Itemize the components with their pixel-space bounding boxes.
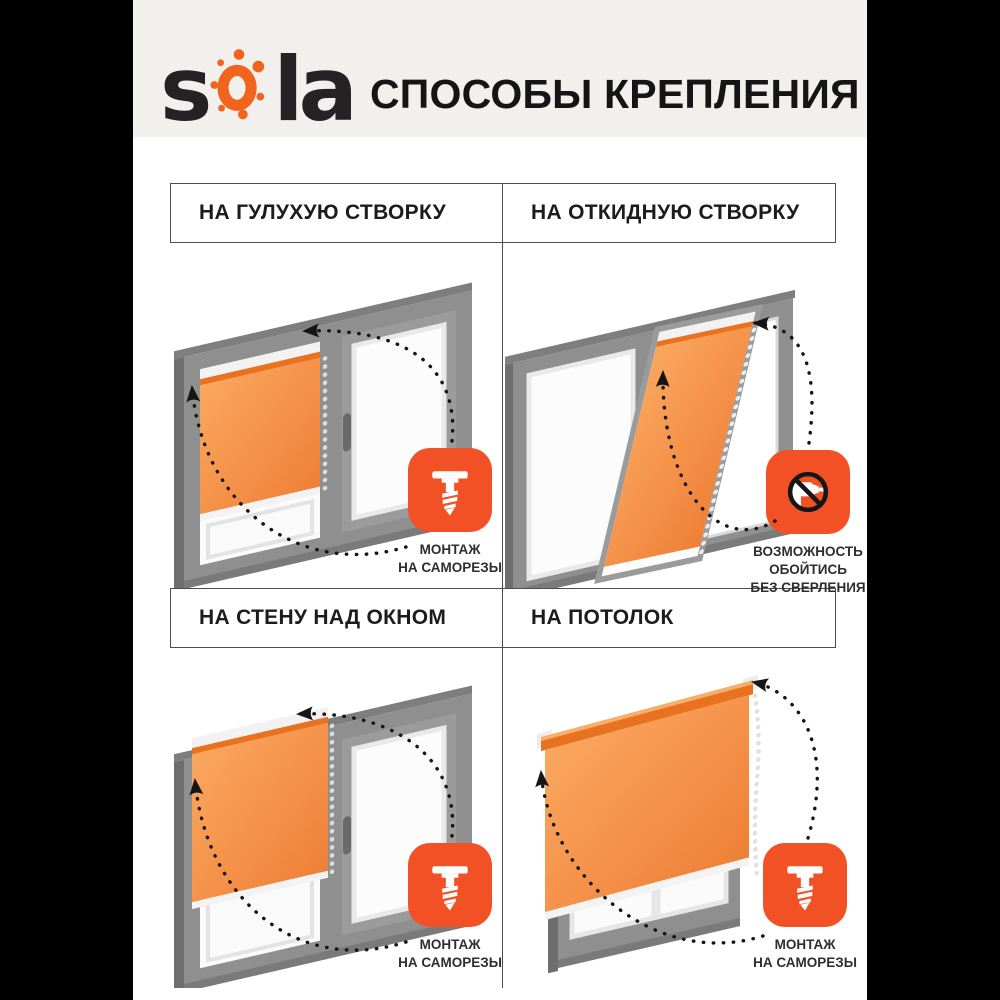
no-drill-icon (766, 450, 850, 534)
brand-logo (160, 26, 353, 141)
brand-letters-la: la (273, 37, 353, 141)
illustration-row-top (170, 243, 867, 596)
screw-icon (408, 448, 492, 532)
panel-ceiling (503, 648, 867, 988)
sun-o-icon (209, 48, 269, 120)
panel-title-fixed-sash: НА ГУЛУХУЮ СТВОРКУ (170, 183, 503, 243)
panel-tilt-sash (503, 243, 867, 596)
header-band (133, 0, 867, 141)
mount-caption: МОНТАЖ НА САМОРЕЗЫ (398, 937, 502, 971)
methods-grid (170, 183, 867, 988)
panel-fixed-sash (170, 243, 503, 588)
header-row-top (170, 183, 867, 243)
mount-caption: МОНТАЖ НА САМОРЕЗЫ (753, 937, 857, 971)
screw-icon (408, 843, 492, 927)
panel-title-ceiling: НА ПОТОЛОК (502, 588, 836, 648)
panel-title-wall-mount: НА СТЕНУ НАД ОКНОМ (170, 588, 503, 648)
panel-wall-mount (170, 648, 503, 988)
brand-letter-s: s (160, 37, 208, 141)
mount-caption: ВОЗМОЖНОСТЬ ОБОЙТИСЬ БЕЗ СВЕРЛЕНИЯ (750, 544, 866, 596)
screw-icon (763, 843, 847, 927)
mount-caption: МОНТАЖ НА САМОРЕЗЫ (398, 542, 502, 576)
content-area (133, 0, 867, 1000)
illustration-row-bottom (170, 648, 867, 988)
page-title: СПОСОБЫ КРЕПЛЕНИЯ (370, 71, 860, 117)
panel-title-tilt-sash: НА ОТКИДНУЮ СТВОРКУ (502, 183, 836, 243)
